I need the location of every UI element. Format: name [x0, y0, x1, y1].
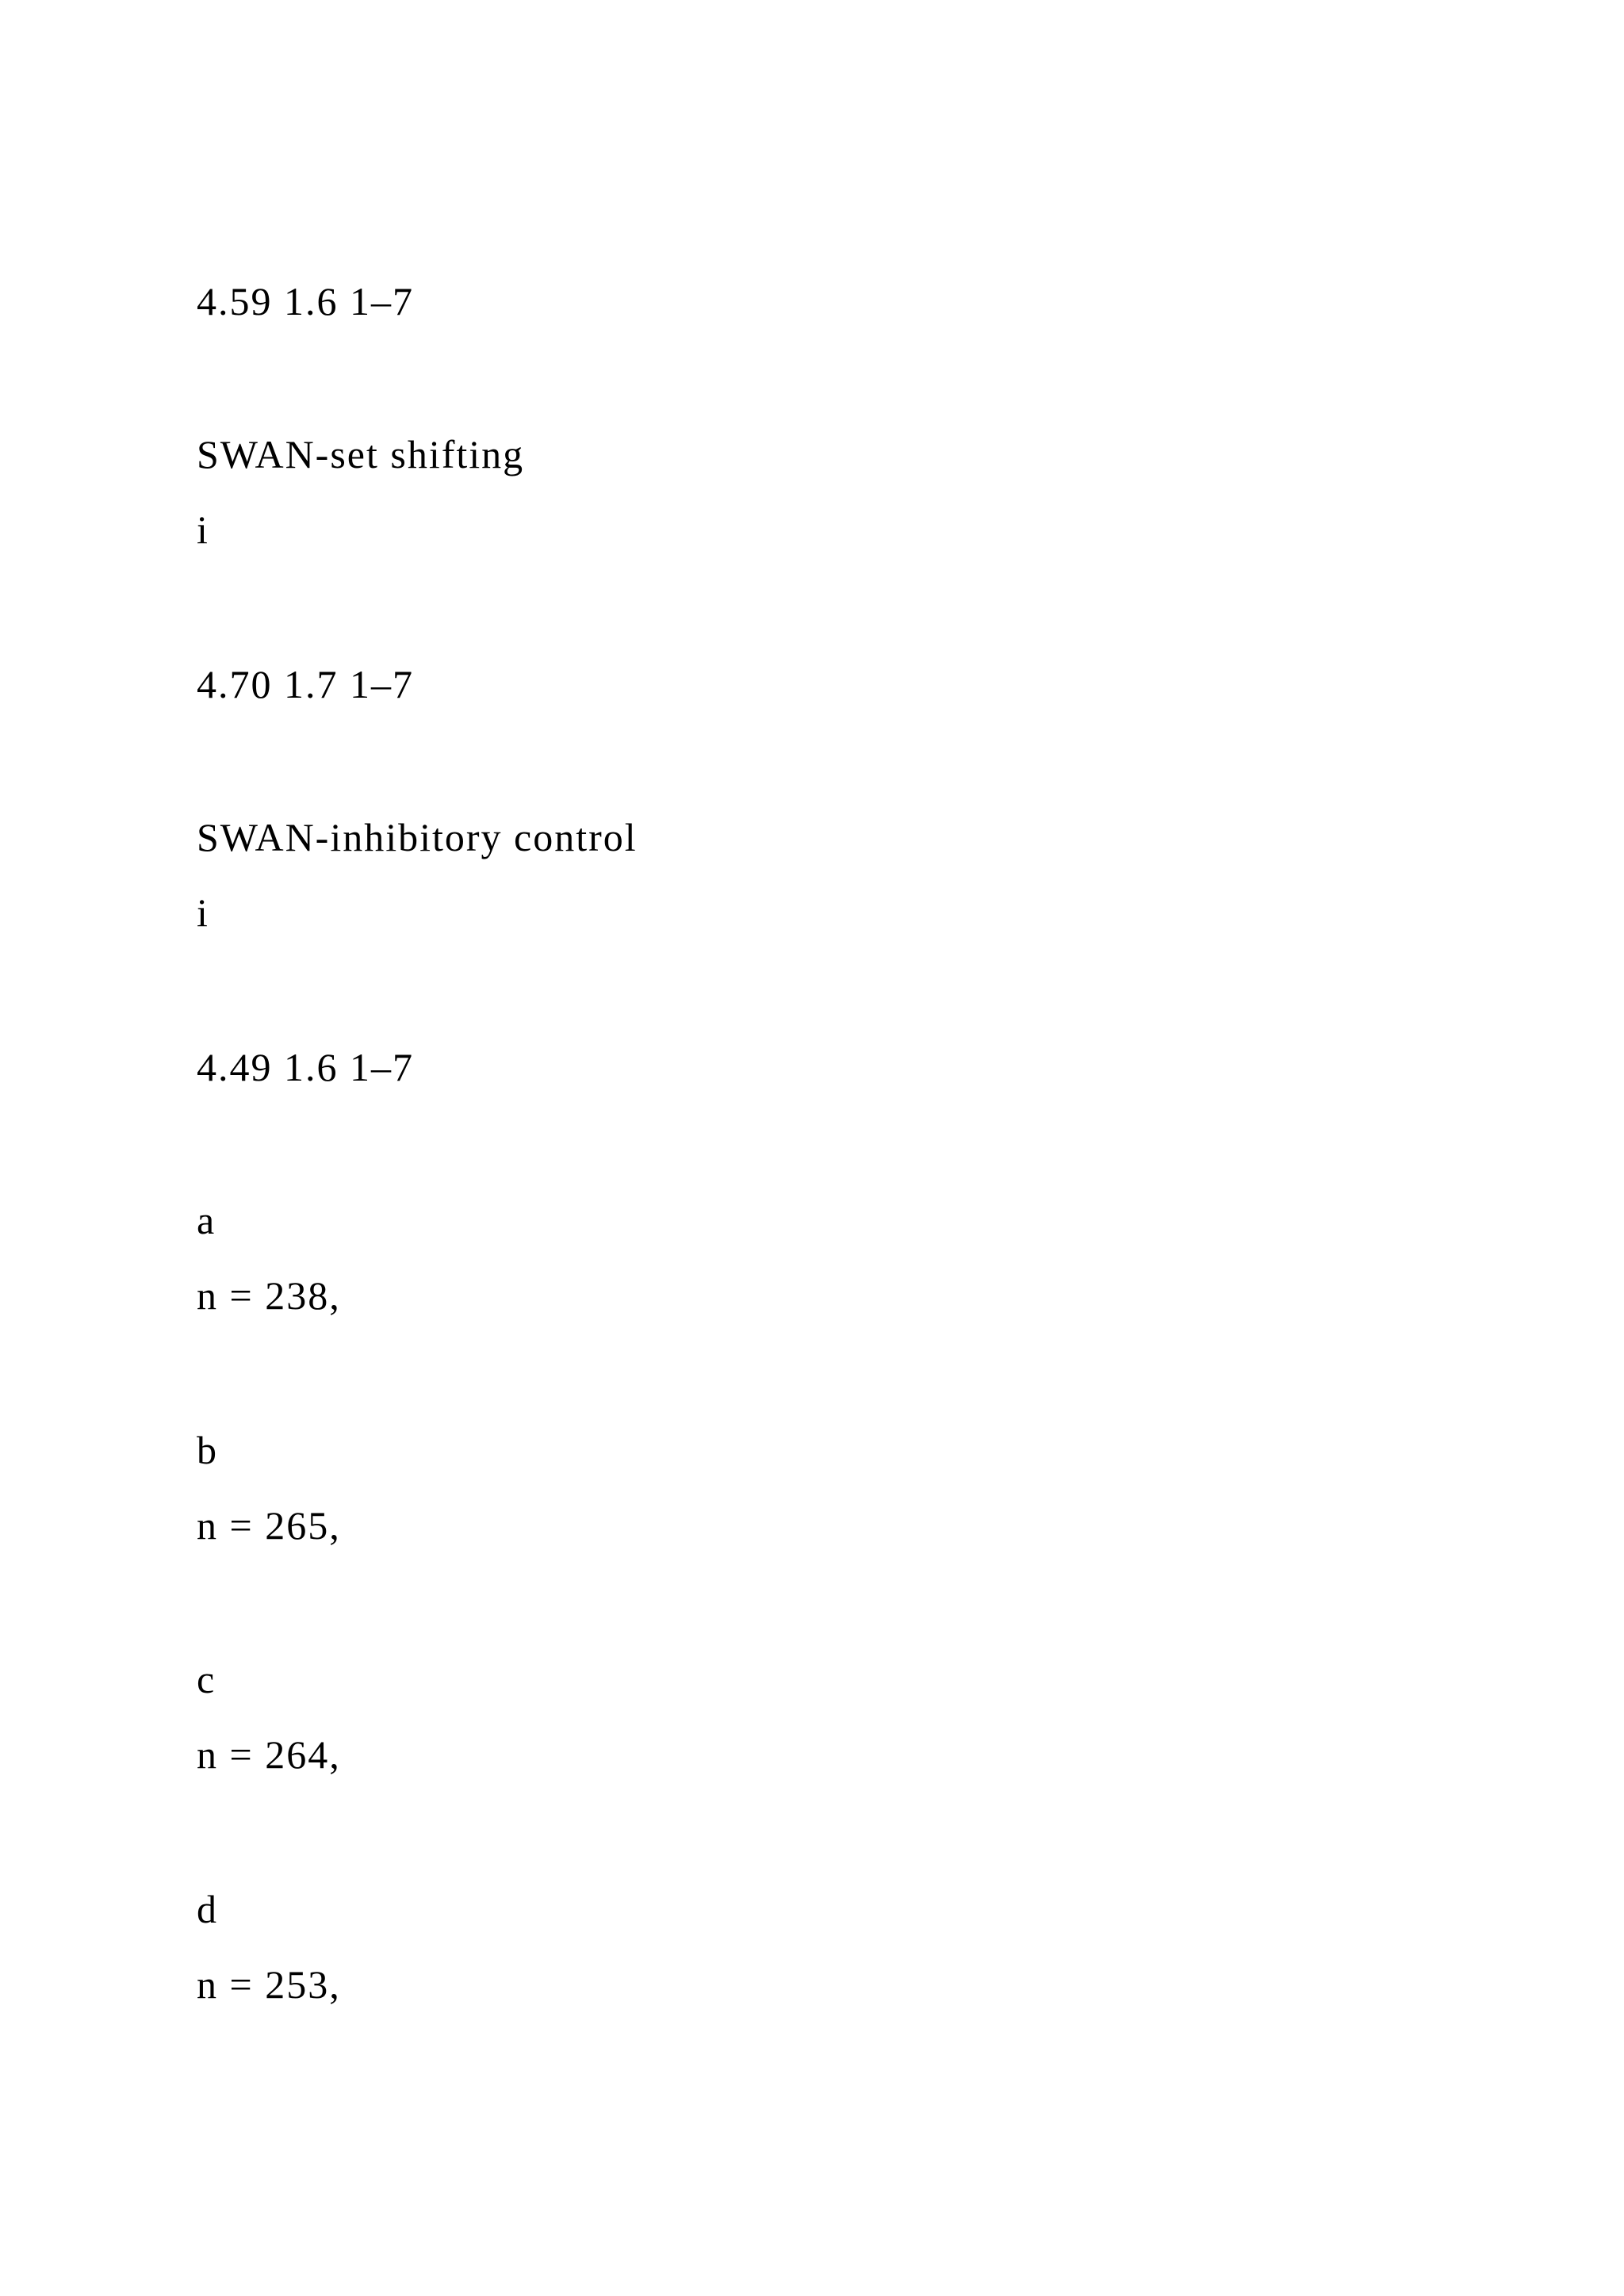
- stats-row-1: 4.59 1.6 1–7: [197, 279, 414, 323]
- stats-row-3: 4.49 1.6 1–7: [197, 1045, 414, 1089]
- stats-row-2: 4.70 1.7 1–7: [197, 662, 414, 706]
- footnote-text-b: n = 265,: [197, 1503, 341, 1548]
- footnote-text-c: n = 264,: [197, 1732, 341, 1777]
- footnote-marker-c: c: [197, 1657, 216, 1701]
- footnote-marker-d: d: [197, 1887, 218, 1931]
- row-label-inhibitory-control: SWAN-inhibitory control: [197, 815, 638, 859]
- footnote-marker-i-1: i: [197, 507, 209, 552]
- footnote-marker-b: b: [197, 1428, 218, 1472]
- footnote-text-d: n = 253,: [197, 1962, 341, 2007]
- row-label-set-shifting: SWAN-set shifting: [197, 432, 525, 476]
- footnote-marker-i-2: i: [197, 890, 209, 935]
- footnote-marker-a: a: [197, 1198, 216, 1242]
- footnote-text-a: n = 238,: [197, 1273, 341, 1318]
